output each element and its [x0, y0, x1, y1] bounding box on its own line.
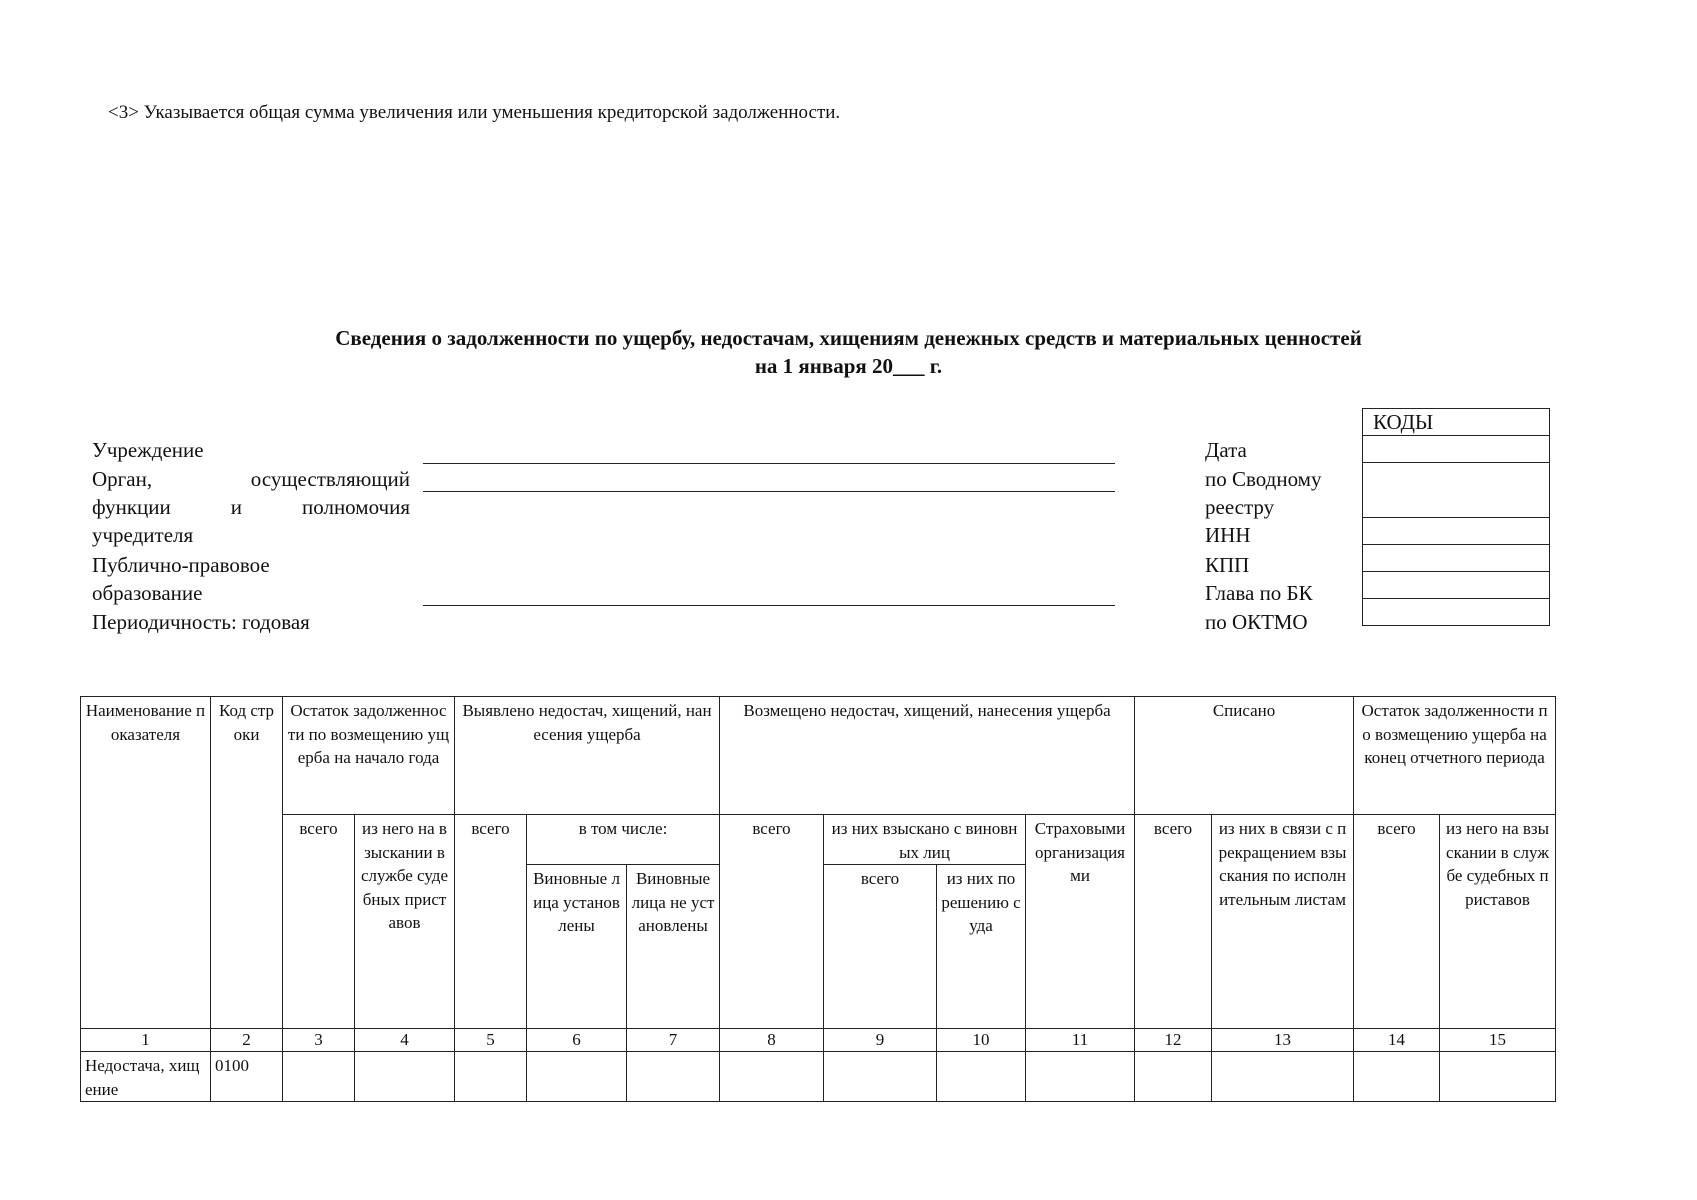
- header-found: Выявлено недостач, хищений, нанесения ущерба: [455, 697, 720, 815]
- data-cell[interactable]: [1354, 1052, 1440, 1102]
- column-number: 4: [355, 1029, 455, 1052]
- code-glava-cell[interactable]: [1363, 572, 1550, 599]
- data-cell[interactable]: [527, 1052, 627, 1102]
- column-number: 13: [1212, 1029, 1354, 1052]
- label-public-line1: Публично-правовое: [92, 553, 270, 577]
- subheader-total-guilty: всего: [824, 865, 937, 1029]
- subheader-total-written: всего: [1135, 815, 1212, 1029]
- column-number: 11: [1026, 1029, 1135, 1052]
- label-inn: ИНН: [1205, 523, 1251, 547]
- label-organ-line2: [92, 493, 410, 521]
- organ-field[interactable]: [423, 491, 1115, 492]
- subheader-bailiff-start: из него на взыскании в службе судебных приставов: [355, 815, 455, 1029]
- report-date-line: на 1 января 20___ г.: [754, 354, 943, 378]
- row-name: Недостача, хищение: [81, 1052, 211, 1102]
- data-cell[interactable]: [627, 1052, 720, 1102]
- subheader-court: из них по решению суда: [937, 865, 1026, 1029]
- column-number: 12: [1135, 1029, 1212, 1052]
- label-date: Дата: [1205, 438, 1247, 462]
- code-inn-cell[interactable]: [1363, 518, 1550, 545]
- code-svod-cell[interactable]: [1363, 463, 1550, 518]
- subheader-bailiff-end: из него на взыскании в службе судебных приставов: [1440, 815, 1556, 1029]
- header-written-off: Списано: [1135, 697, 1354, 815]
- label-institution: Учреждение: [92, 438, 204, 462]
- table-row: [81, 1052, 1556, 1102]
- label-glava: Глава по БК: [1205, 581, 1313, 605]
- subheader-total-recovered: всего: [720, 815, 824, 1029]
- column-number: 5: [455, 1029, 527, 1052]
- label-organ2-word3: полномочия: [302, 495, 410, 519]
- code-date-cell[interactable]: [1363, 436, 1550, 463]
- column-number: 14: [1354, 1029, 1440, 1052]
- report-title: Сведения о задолженности по ущербу, недостачам, хищениям денежных средств и материальных ценностей: [335, 326, 1362, 350]
- public-entity-field[interactable]: [423, 605, 1115, 606]
- subheader-total-start: всего: [283, 815, 355, 1029]
- subheader-including: в том числе:: [527, 815, 720, 865]
- data-cell[interactable]: [283, 1052, 355, 1102]
- label-organ2-word2: и: [230, 495, 242, 519]
- column-number: 9: [824, 1029, 937, 1052]
- label-organ-line3: учредителя: [92, 523, 194, 547]
- header-balance-start: Остаток задолженности по возмещению ущерба на начало года: [283, 697, 455, 815]
- header-balance-end: Остаток задолженности по возмещению ущерба на конец отчетного периода: [1354, 697, 1556, 815]
- label-svod-line1: по Сводному: [1205, 467, 1322, 491]
- column-number: 3: [283, 1029, 355, 1052]
- column-number: 1: [81, 1029, 211, 1052]
- data-cell[interactable]: [937, 1052, 1026, 1102]
- codes-table: [1362, 408, 1550, 626]
- subheader-total-found: всего: [455, 815, 527, 1029]
- subheader-from-guilty: из них взыскано с виновных лиц: [824, 815, 1026, 865]
- column-numbers-row: [81, 1029, 1556, 1052]
- subheader-insurance: Страховыми организациями: [1026, 815, 1135, 1029]
- data-cell[interactable]: [355, 1052, 455, 1102]
- data-cell[interactable]: [1135, 1052, 1212, 1102]
- column-number: 15: [1440, 1029, 1556, 1052]
- code-kpp-cell[interactable]: [1363, 545, 1550, 572]
- label-periodicity: Периодичность: годовая: [92, 610, 310, 634]
- data-cell[interactable]: [824, 1052, 937, 1102]
- label-organ-word2: осуществляющий: [250, 467, 410, 491]
- code-oktmo-cell[interactable]: [1363, 599, 1550, 626]
- data-cell[interactable]: [1212, 1052, 1354, 1102]
- header-indicator-name: Наименование показателя: [81, 697, 211, 1029]
- data-cell[interactable]: [455, 1052, 527, 1102]
- debt-table: [80, 696, 1556, 1102]
- label-oktmo: по ОКТМО: [1205, 610, 1308, 634]
- label-kpp: КПП: [1205, 553, 1250, 577]
- label-organ-word1: Орган,: [92, 467, 153, 491]
- subheader-guilty-known: Виновные лица установлены: [527, 865, 627, 1029]
- institution-field[interactable]: [423, 463, 1115, 464]
- row-code: 0100: [211, 1052, 283, 1102]
- subheader-termination: из них в связи с прекращением взыскания по исполнительным листам: [1212, 815, 1354, 1029]
- label-organ-line1: [92, 465, 410, 493]
- column-number: 10: [937, 1029, 1026, 1052]
- subheader-guilty-unknown: Виновные лица не установлены: [627, 865, 720, 1029]
- label-svod-line2: реестру: [1205, 495, 1275, 519]
- codes-header: КОДЫ: [1363, 409, 1550, 436]
- column-number: 8: [720, 1029, 824, 1052]
- data-cell[interactable]: [1440, 1052, 1556, 1102]
- column-number: 6: [527, 1029, 627, 1052]
- column-number: 2: [211, 1029, 283, 1052]
- data-cell[interactable]: [1026, 1052, 1135, 1102]
- footnote: <3> Указывается общая сумма увеличения или уменьшения кредиторской задолженности.: [108, 102, 841, 123]
- data-cell[interactable]: [720, 1052, 824, 1102]
- header-recovered: Возмещено недостач, хищений, нанесения ущерба: [720, 697, 1135, 815]
- subheader-total-end: всего: [1354, 815, 1440, 1029]
- header-row-code: Код строки: [211, 697, 283, 1029]
- label-public-line2: образование: [92, 581, 203, 605]
- column-number: 7: [627, 1029, 720, 1052]
- label-organ2-word1: функции: [92, 495, 171, 519]
